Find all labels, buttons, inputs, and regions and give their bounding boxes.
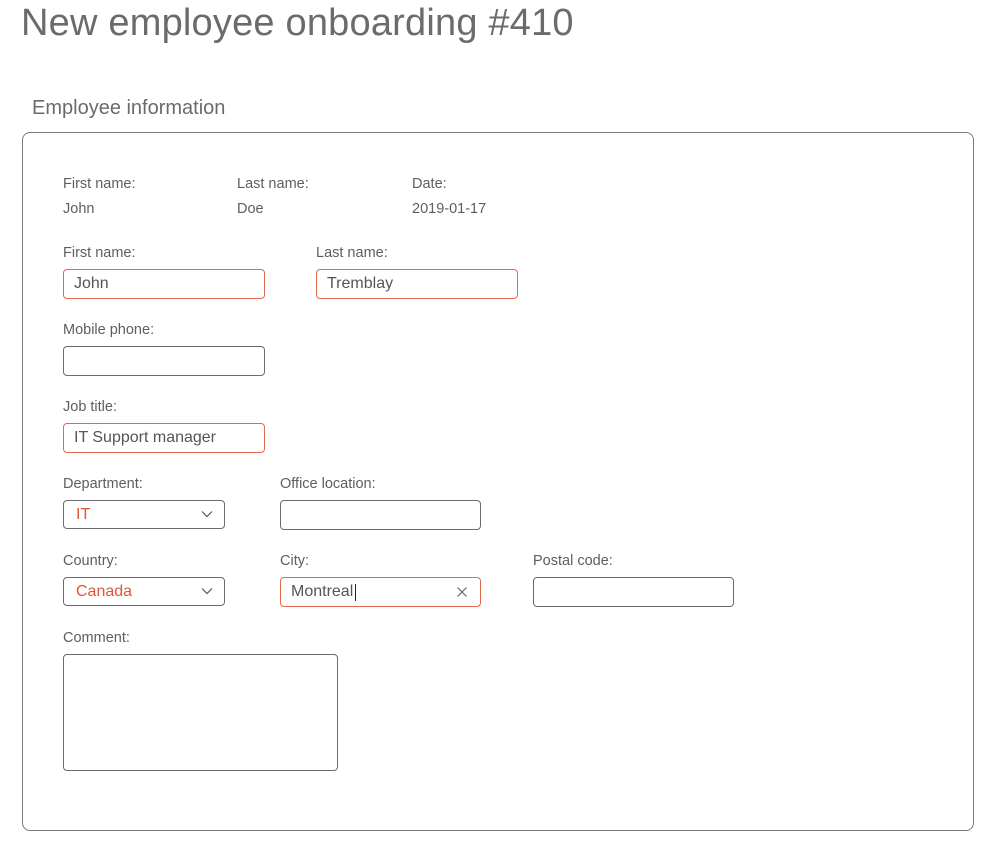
first-name-input[interactable] (63, 269, 265, 299)
page-title: New employee onboarding #410 (21, 2, 574, 44)
city-input[interactable] (280, 577, 481, 607)
summary-date-value: 2019-01-17 (412, 201, 487, 217)
mobile-phone-label: Mobile phone: (63, 322, 155, 338)
chevron-down-icon[interactable] (200, 584, 214, 598)
comment-label: Comment: (63, 630, 130, 646)
department-selected-value: IT (76, 506, 91, 523)
city-label: City: (280, 553, 309, 569)
summary-last-name-value: Doe (237, 201, 264, 217)
office-location-input[interactable] (280, 500, 481, 530)
postal-code-input[interactable] (533, 577, 734, 607)
country-label: Country: (63, 553, 118, 569)
summary-first-name-value: John (63, 201, 95, 217)
mobile-phone-input[interactable] (63, 346, 265, 376)
city-field (280, 577, 481, 607)
summary-first-name-label: First name: (63, 176, 136, 192)
summary-last-name-label: Last name: (237, 176, 309, 192)
office-location-label: Office location: (280, 476, 376, 492)
job-title-label: Job title: (63, 399, 117, 415)
country-select[interactable] (63, 577, 225, 606)
department-label: Department: (63, 476, 143, 492)
summary-date-label: Date: (412, 176, 447, 192)
text-cursor (355, 584, 356, 601)
last-name-input[interactable] (316, 269, 518, 299)
chevron-down-icon[interactable] (200, 507, 214, 521)
comment-textarea[interactable] (63, 654, 338, 771)
department-select[interactable] (63, 500, 225, 529)
first-name-label: First name: (63, 245, 136, 261)
country-selected-value: Canada (76, 583, 133, 600)
section-title: Employee information (32, 97, 226, 119)
job-title-input[interactable] (63, 423, 265, 453)
last-name-label: Last name: (316, 245, 388, 261)
close-icon[interactable] (455, 585, 469, 599)
postal-code-label: Postal code: (533, 553, 613, 569)
